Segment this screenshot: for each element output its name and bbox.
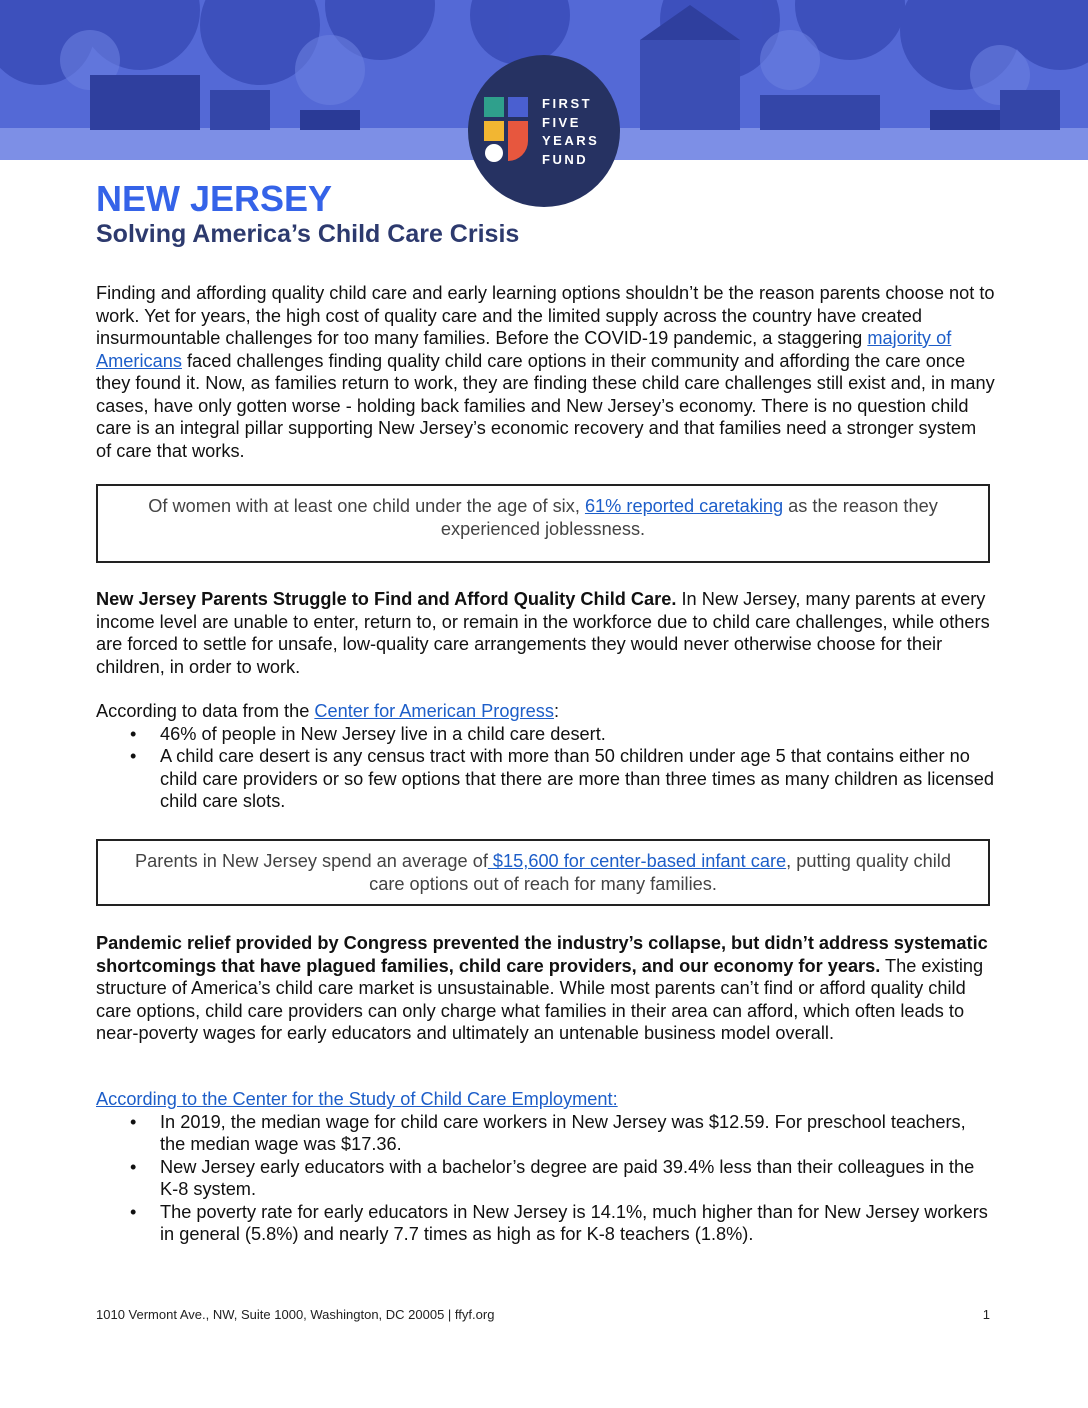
section1-heading: New Jersey Parents Struggle to Find and Afford Quality Child Care.: [96, 589, 677, 609]
list-item: • 46% of people in New Jersey live in a child care desert.: [160, 723, 996, 746]
section2-heading: Pandemic relief provided by Congress prevented the industry’s collapse, but didn’t address systematic shortcomings that have plagued families, child care providers, and our economy for years.: [96, 933, 988, 976]
cap-intro-b: :: [553, 701, 560, 721]
infant-care-cost-callout: [96, 839, 990, 906]
cap-data-section: [96, 700, 996, 813]
callout1-text-a: Of women with at least one child under the age of six,: [148, 496, 585, 516]
infant-care-cost-link[interactable]: $15,600 for center-based infant care: [487, 851, 787, 871]
intro-paragraph: [96, 282, 996, 462]
callout1-text-b: as the reason they experienced joblessness.: [440, 496, 938, 539]
cscce-bullet-list: [96, 1111, 996, 1246]
list-item: • New Jersey early educators with a bachelor’s degree are paid 39.4% less than their colleagues in the K-8 system.: [160, 1156, 996, 1201]
list-item: • A child care desert is any census tract with more than 50 children under age 5 that contains either no child care providers or so few options that there are more than three times as many children as licensed child care slots.: [160, 745, 996, 813]
majority-of-americans-link[interactable]: majority of Americans: [96, 328, 952, 371]
cap-bullet-list: [96, 723, 996, 813]
parents-struggle-paragraph: [96, 588, 996, 678]
intro-text-b: faced challenges finding quality child care options in their community and affording the care once they found it. Now, as families return to work, they are finding these child care challenges still exist and, in many cases, have only gotten worse - holding back families and New Jersey’s economy. There is no question child care is an integral pillar supporting New Jersey’s economic recovery and that families need a stronger system of care that works.: [96, 350, 995, 461]
section2-text: The existing structure of America’s child care market is unsustainable. While most parents can’t find or afford quality child care options, child care providers can only charge what families in their area can afford, which often leads to near-poverty wages for early educators and ultimately an untenable business model overall.: [96, 955, 984, 1043]
caretaking-link[interactable]: 61% reported caretaking: [584, 496, 784, 516]
list-item: • In 2019, the median wage for child care workers in New Jersey was $12.59. For preschool teachers, the median wage was $17.36.: [160, 1111, 996, 1156]
footer-address: 1010 Vermont Ave., NW, Suite 1000, Washington, DC 20005 | ffyf.org: [96, 1307, 495, 1322]
page-number: 1: [982, 1307, 990, 1322]
joblessness-callout: [96, 484, 990, 563]
pandemic-relief-paragraph: [96, 932, 996, 1045]
ffyf-mark-icon: [484, 97, 530, 167]
callout2-text-a: Parents in New Jersey spend an average of: [135, 851, 488, 871]
cscce-link[interactable]: According to the Center for the Study of Child Care Employment:: [96, 1089, 618, 1109]
first-five-years-fund-logo: [468, 55, 620, 207]
intro-text-a: Finding and affording quality child care and early learning options shouldn’t be the reason parents choose not to work. Yet for years, the high cost of quality care and the limited supply across the country have created insurmountable challenges for too many families. Before the COVID-19 pandemic, a staggering: [96, 283, 995, 348]
cap-intro-a: According to data from the: [96, 701, 315, 721]
page-footer: [96, 1307, 990, 1322]
center-for-american-progress-link[interactable]: Center for American Progress: [314, 701, 554, 721]
list-item: • The poverty rate for early educators in New Jersey is 14.1%, much higher than for New Jersey workers in general (5.8%) and nearly 7.7 times as high as for K-8 teachers (1.8%).: [160, 1201, 996, 1246]
logo-line: YEARS: [542, 133, 600, 148]
section1-text: In New Jersey, many parents at every income level are unable to enter, return to, or remain in the workforce due to child care challenges, while others are forced to settle for unsafe, low-quality care arrangements they would never otherwise choose for their children, in order to work.: [96, 589, 990, 677]
logo-line: FUND: [542, 151, 589, 167]
cscce-section: [96, 1088, 996, 1246]
logo-wordmark: [542, 95, 599, 169]
page-subtitle: Solving America’s Child Care Crisis: [96, 220, 520, 248]
logo-line: FIRST: [542, 96, 593, 111]
logo-line: FIVE: [542, 114, 581, 130]
callout2-text-b: , putting quality child care options out of reach for many families.: [369, 851, 951, 894]
page-title: NEW JERSEY: [96, 178, 333, 219]
